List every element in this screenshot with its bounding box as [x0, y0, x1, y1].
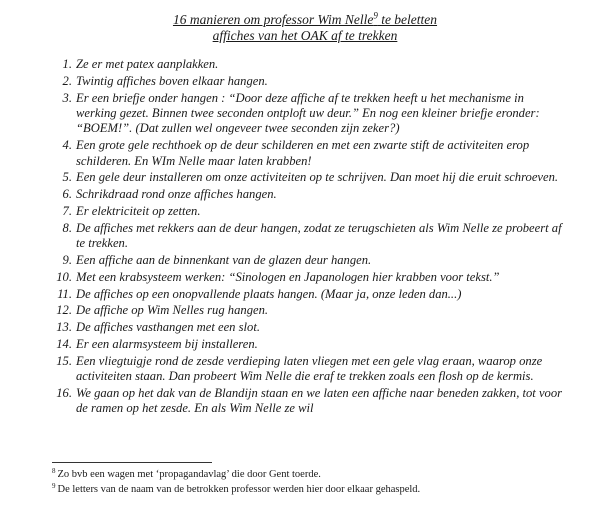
list-item-text: Een gele deur installeren om onze activiteiten op te schrijven. Dan moet hij die eruit schroeven.	[76, 170, 559, 185]
list-item	[46, 253, 566, 268]
list-item-number: 14.	[56, 336, 72, 351]
list-item-text: Een affiche aan de binnenkant van de glazen deur hangen.	[76, 253, 372, 267]
list-item	[46, 303, 566, 318]
list-item-text: Er elektriciteit op zetten.	[76, 204, 201, 218]
list-item-number: 9.	[62, 253, 72, 267]
list-item	[46, 138, 566, 169]
list-item-text: De affiche op Wim Nelles rug hangen.	[76, 303, 269, 318]
list-item-number: 13.	[56, 320, 72, 335]
list-item-number: 11.	[57, 286, 72, 301]
list-item	[46, 91, 566, 137]
list-item-text: Er een alarmsysteem bij installeren.	[76, 336, 258, 351]
footnote-marker: 9	[52, 481, 56, 490]
footnote-marker: 8	[52, 466, 56, 475]
list-item-number: 15.	[56, 353, 72, 368]
list-item-number: 16.	[56, 385, 72, 400]
title-line-2: affiches van het OAK af te trekken	[212, 28, 398, 43]
list-item-number: 3.	[62, 90, 72, 105]
list-item	[46, 204, 566, 219]
title-line-1	[0, 12, 610, 28]
list-item	[46, 287, 566, 302]
list-item-number: 6.	[62, 187, 72, 202]
list-item-number: 5.	[62, 170, 72, 185]
footnote-8	[52, 468, 592, 481]
list-item	[46, 270, 566, 285]
list-item-text: De affiches op een onopvallende plaats hangen. (Maar ja, onze leden dan...)	[76, 286, 462, 301]
page-title	[0, 12, 610, 44]
footnote-9	[52, 483, 592, 496]
list-item-text: Ze er met patex aanplakken.	[76, 57, 219, 71]
list-item-number: 12.	[56, 303, 72, 318]
title-footnote-ref: 9	[373, 10, 378, 21]
list-item-number: 10.	[56, 269, 72, 284]
list-item	[46, 337, 566, 352]
list-item-number: 1.	[62, 57, 72, 71]
list-item	[46, 57, 566, 72]
list-item-number: 7.	[62, 204, 72, 218]
list-item	[46, 386, 566, 417]
list-item-number: 8.	[62, 220, 72, 235]
list-item-text: Schrikdraad rond onze affiches hangen.	[76, 187, 277, 202]
list-item-text: De affiches met rekkers aan de deur hangen, zodat ze terugschieten als Wim Nelle ze probeert af te trekken.	[76, 220, 562, 251]
list-item-number: 4.	[62, 138, 72, 153]
top-edge-mark	[116, 0, 146, 2]
list-item-text: De affiches vasthangen met een slot.	[76, 320, 260, 335]
footnote-divider	[52, 462, 212, 463]
manieren-list	[46, 57, 566, 418]
title-text: 16 manieren om professor Wim Nelle	[172, 12, 374, 27]
list-item-number: 2.	[62, 73, 72, 88]
list-item	[46, 74, 566, 89]
list-item-text: Twintig affiches boven elkaar hangen.	[76, 73, 268, 88]
list-item-text: Er een briefje onder hangen : “Door deze affiche af te trekken heeft u het mechanisme in werking gezet. Binnen twee seconden ontploft uw deur.” En nog een kleiner briefje eronder: “BOEM!”. (Dat zullen wel ongeveer twee seconden zijn zeker?)	[76, 90, 540, 136]
list-item	[46, 187, 566, 202]
list-item-text: Een grote gele rechthoek op de deur schilderen en met een zwarte stift de activiteiten erop schilderen. En WIm Nelle maar laten krabben!	[76, 138, 530, 168]
list-item	[46, 221, 566, 252]
list-item-text: We gaan op het dak van de Blandijn staan en we laten een affiche naar beneden zakken, tot voor de ramen op het zesde. En als Wim Nelle ze wil	[76, 385, 563, 416]
title-text-2: te beletten	[377, 12, 438, 27]
list-item-text: Een vliegtuigje rond de zesde verdieping laten vliegen met een gele vlag eraan, waarop onze activiteiten staan. Dan probeert Wim Nelle die eraf te trekken zoals een flosh op de kermis.	[76, 353, 543, 384]
footnote-text: De letters van de naam van de betrokken professor werden hier door elkaar gehaspeld.	[57, 484, 421, 495]
list-item	[46, 320, 566, 335]
footnote-text: Zo bvb een wagen met ‘propagandavlag’ die door Gent toerde.	[57, 469, 321, 480]
list-item	[46, 170, 566, 185]
list-item-text: Met een krabsysteem werken: “Sinologen en Japanologen hier krabben voor tekst.”	[76, 269, 500, 284]
list-item	[46, 354, 566, 385]
